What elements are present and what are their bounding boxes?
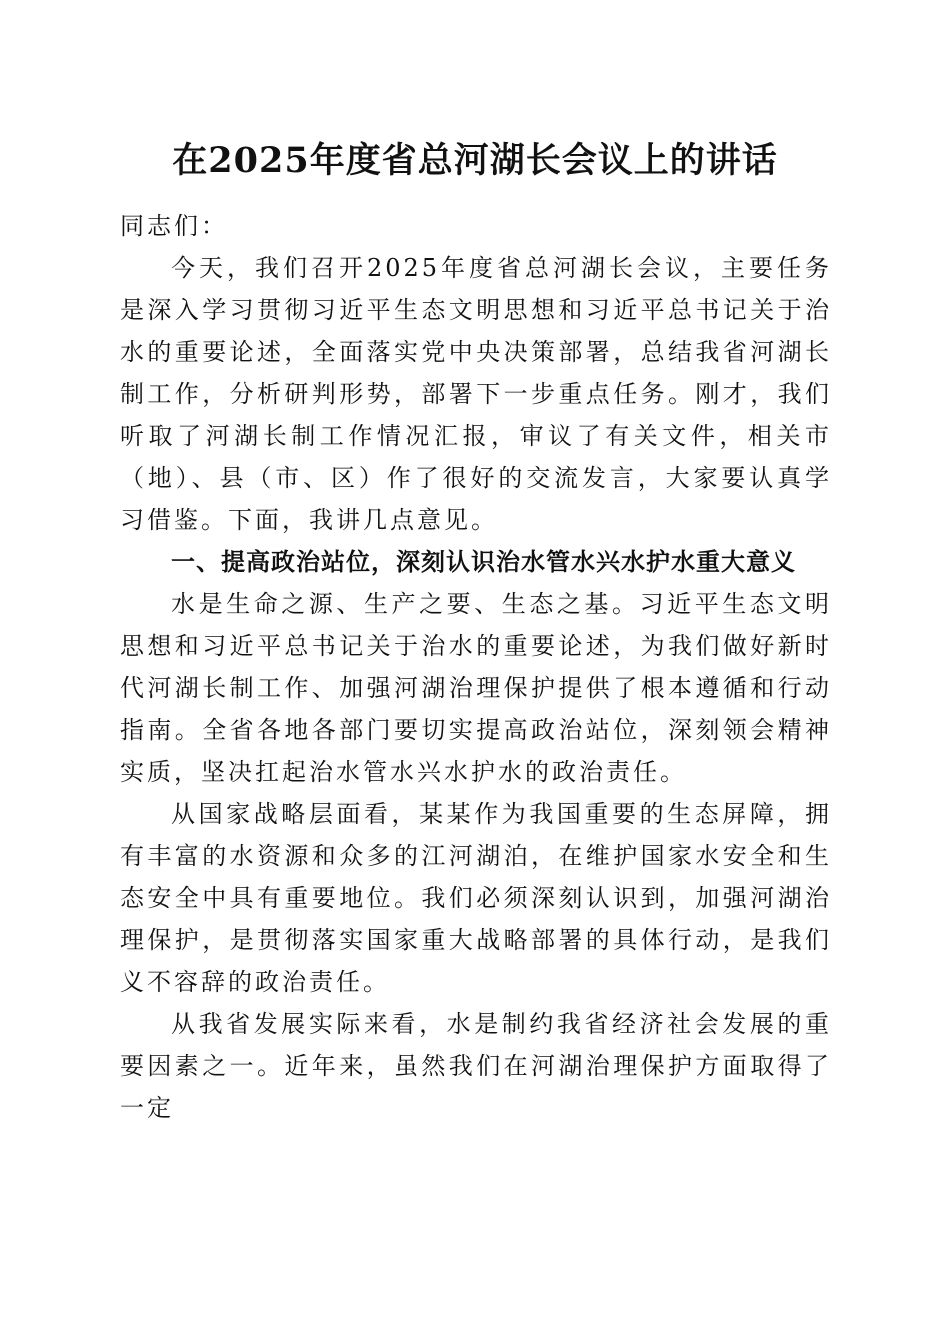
document-title: 在2025年度省总河湖长会议上的讲话 [172, 140, 778, 181]
document-body [120, 205, 832, 1129]
body-paragraph: 水是生命之源、生产之要、生态之基。习近平生态文明思想和习近平总书记关于治水的重要论述，为我们做好新时代河湖长制工作、加强河湖治理保护提供了根本遵循和行动指南。全省各地各部门要切实提高政治站位，深刻领会精神实质，坚决扛起治水管水兴水护水的政治责任。 [120, 590, 832, 786]
body-paragraph: 从国家战略层面看，某某作为我国重要的生态屏障，拥有丰富的水资源和众多的江河湖泊，在维护国家水安全和生态安全中具有重要地位。我们必须深刻认识到，加强河湖治理保护，是贯彻落实国家重大战略部署的具体行动，是我们义不容辞的政治责任。 [120, 800, 832, 996]
salutation: 同志们： [120, 212, 228, 240]
body-paragraph: 从我省发展实际来看，水是制约我省经济社会发展的重要因素之一。近年来，虽然我们在河湖治理保护方面取得了一定 [120, 1010, 832, 1122]
section-heading: 一、提高政治站位，深刻认识治水管水兴水护水重大意义 [171, 548, 796, 576]
intro-paragraph: 今天，我们召开2025年度省总河湖长会议，主要任务是深入学习贯彻习近平生态文明思想和习近平总书记关于治水的重要论述，全面落实党中央决策部署，总结我省河湖长制工作，分析研判形势，部署下一步重点任务。刚才，我们听取了河湖长制工作情况汇报，审议了有关文件，相关市（地）、县（市、区）作了很好的交流发言，大家要认真学习借鉴。下面，我讲几点意见。 [120, 254, 832, 534]
